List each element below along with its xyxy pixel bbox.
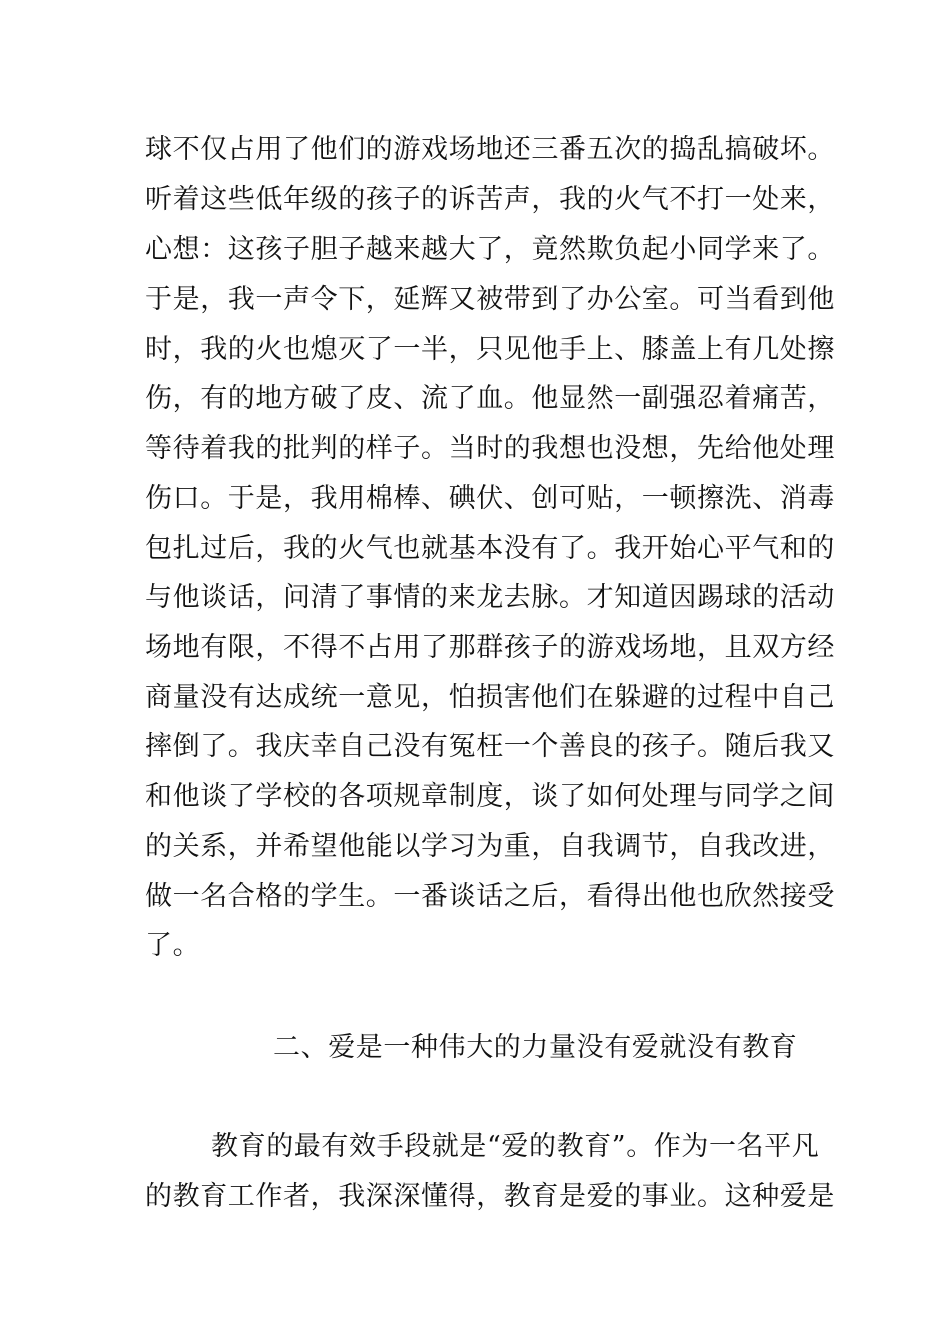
text-line: 包扎过后，我的火气也就基本没有了。我开始心平气和的	[145, 533, 835, 564]
text-line: 的关系，并希望他能以学习为重，自我调节，自我改进，	[145, 831, 835, 862]
text-line: 伤口。于是，我用棉棒、碘伏、创可贴，一顿擦洗、消毒	[145, 483, 835, 514]
text-line: 时，我的火也熄灭了一半，只见他手上、膝盖上有几处擦	[145, 334, 835, 365]
text-line: 伤，有的地方破了皮、流了血。他显然一副强忍着痛苦，	[145, 383, 835, 414]
text-line: 球不仅占用了他们的游戏场地还三番五次的捣乱搞破坏。	[145, 134, 835, 165]
text-line: 心想：这孩子胆子越来越大了，竟然欺负起小同学来了。	[145, 234, 835, 265]
text-line: 等待着我的批判的样子。当时的我想也没想，先给他处理	[145, 433, 835, 464]
text-line: 与他谈话，问清了事情的来龙去脉。才知道因踢球的活动	[145, 582, 835, 613]
text-line: 了。	[145, 930, 201, 961]
text-line: 做一名合格的学生。一番谈话之后，看得出他也欣然接受	[145, 881, 835, 912]
text-line: 的教育工作者，我深深懂得，教育是爱的事业。这种爱是	[145, 1181, 835, 1212]
text-line: 商量没有达成统一意见，怕损害他们在躲避的过程中自己	[145, 682, 835, 713]
text-line: 听着这些低年级的孩子的诉苦声，我的火气不打一处来，	[145, 184, 835, 215]
text-line: 和他谈了学校的各项规章制度，谈了如何处理与同学之间	[145, 781, 835, 812]
text-line: 场地有限，不得不占用了那群孩子的游戏场地，且双方经	[145, 632, 835, 663]
text-line: 摔倒了。我庆幸自己没有冤枉一个善良的孩子。随后我又	[145, 731, 835, 762]
text-line: 教育的最有效手段就是“爱的教育”。作为一名平凡	[211, 1131, 820, 1162]
text-line: 于是，我一声令下，延辉又被带到了办公室。可当看到他	[145, 284, 835, 315]
section-heading: 二、爱是一种伟大的力量没有爱就没有教育	[273, 1032, 798, 1063]
